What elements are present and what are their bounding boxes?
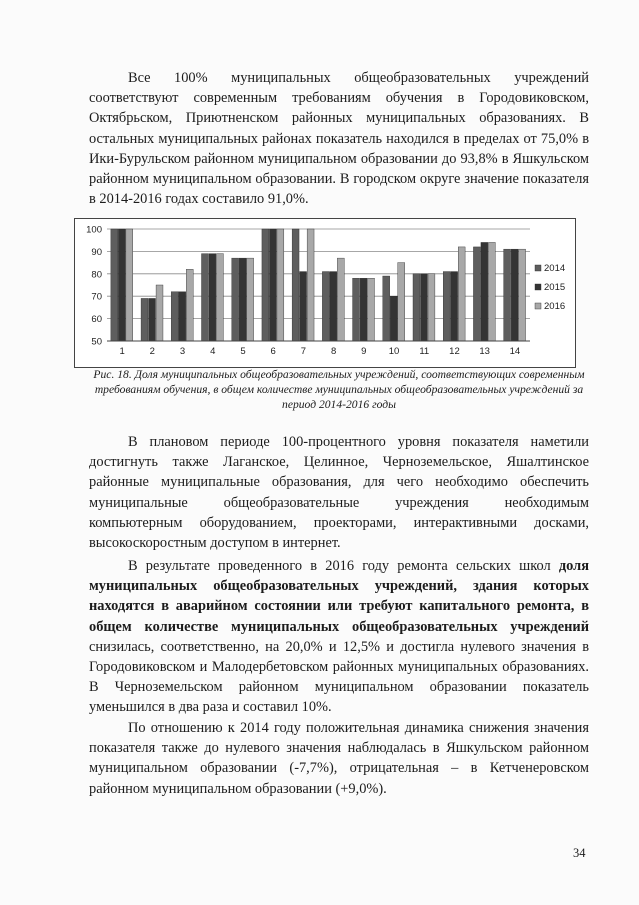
- y-tick-label: 90: [91, 246, 102, 258]
- bar: [126, 229, 133, 341]
- x-tick-label: 10: [388, 346, 400, 357]
- legend-swatch: [535, 265, 541, 271]
- bar: [111, 229, 118, 341]
- x-tick-label: 12: [449, 346, 460, 357]
- bar: [262, 229, 269, 341]
- x-tick-label: 3: [179, 346, 186, 357]
- y-tick-label: 80: [91, 269, 102, 281]
- y-tick-label: 60: [91, 314, 102, 326]
- bar: [277, 229, 284, 341]
- bar: [232, 258, 239, 341]
- bar: [519, 249, 526, 341]
- bar: [488, 242, 495, 341]
- paragraph-1: Все 100% муниципальных общеобразовательных учреждений соответствуют современным требованиям обучения в Городовиковском, Октябрьском, Приютненском районных муниципальных образованиях. В остальных муниципальных районах показатель находился в пределах от 75,0% в Ики-Бурульском районном муниципальном образовании до 93,8% в Яшкульском районном муниципальном образовании. В городском округе значение показателя в 2014-2016 годах составило 91,0%.: [89, 70, 589, 208]
- bar: [428, 274, 435, 341]
- x-tick-label: 13: [479, 346, 490, 357]
- x-tick-label: 4: [210, 346, 216, 357]
- bar: [481, 242, 488, 341]
- x-tick-label: 6: [270, 346, 276, 357]
- paragraph-4: По отношению к 2014 году положительная динамика снижения значения показателя также до нулевого значения наблюдалась в Яшкульском районном муниципальном образовании (-7,7%), отрицательная – в Кетченеровском районном муниципальном образовании (+9,0%).: [89, 720, 589, 797]
- bar: [141, 298, 148, 341]
- bar: [368, 278, 375, 341]
- bar: [292, 229, 299, 341]
- bar: [458, 247, 465, 341]
- bar: [473, 247, 480, 341]
- bar: [511, 249, 518, 341]
- legend-label: 2015: [544, 282, 566, 293]
- x-tick-label: 2: [149, 346, 155, 357]
- bar: [353, 278, 360, 341]
- bar: [451, 272, 458, 341]
- paragraph-3-text-start: В результате проведенного в 2016 году ремонта сельских школ: [128, 558, 559, 574]
- bar: [300, 272, 307, 341]
- x-tick-label: 9: [361, 346, 367, 357]
- bar: [179, 292, 186, 341]
- legend-swatch: [535, 303, 541, 309]
- bar: [118, 229, 125, 341]
- bar: [217, 254, 224, 341]
- bar: [322, 272, 329, 341]
- legend-label: 2014: [544, 263, 566, 274]
- bar: [330, 272, 337, 341]
- bar: [307, 229, 314, 341]
- bar: [443, 272, 450, 341]
- legend-label: 2016: [544, 301, 566, 312]
- bar: [337, 258, 344, 341]
- bar: [247, 258, 254, 341]
- bar: [209, 254, 216, 341]
- paragraph-2: В плановом периоде 100-процентного уровня показателя наметили достигнуть также Лаганское, Целинное, Черноземельское, Яшалтинское районные муниципальные образования, для чего необходимо обеспечить муниципальные общеобразовательные учреждения необходимым компьютерным оборудованием, проекторами, интерактивными досками, высокоскоростным доступом в интернет.: [89, 434, 589, 552]
- y-tick-label: 50: [91, 336, 102, 348]
- bar: [390, 296, 397, 341]
- bar: [269, 229, 276, 341]
- bar: [421, 274, 428, 341]
- x-tick-label: 7: [300, 346, 307, 357]
- x-tick-label: 8: [330, 346, 337, 357]
- bar: [186, 269, 193, 341]
- bar: [383, 276, 390, 341]
- bar: [202, 254, 209, 341]
- legend-swatch: [535, 284, 541, 290]
- bar: [156, 285, 163, 341]
- bar: [171, 292, 178, 341]
- x-tick-label: 11: [419, 346, 430, 357]
- bar: [360, 278, 367, 341]
- bar: [239, 258, 246, 341]
- page-number: 34: [573, 846, 586, 860]
- bar: [149, 298, 156, 341]
- y-tick-label: 70: [91, 291, 102, 303]
- figure-caption: Рис. 18. Доля муниципальных общеобразовательных учреждений, соответствующих современным требованиям обучения, в общем количестве муниципальных общеобразовательных учреждений за период 2014-2016 годы: [93, 368, 585, 411]
- bar-chart: [74, 218, 576, 368]
- paragraph-3-text-end: снизилась, соответственно, на 20,0% и 12,5% и достигла нулевого значения в Городовиковском и Малодербетовском районных муниципальных образованиях. В Черноземельском районном муниципальном образовании показатель уменьшился в два раза и составил 10%.: [89, 638, 589, 716]
- x-tick-label: 1: [119, 346, 125, 357]
- bar: [413, 274, 420, 341]
- paragraph-3: [89, 556, 589, 718]
- bar: [398, 263, 405, 341]
- x-tick-label: 14: [509, 346, 521, 357]
- y-tick-label: 100: [86, 224, 102, 236]
- paragraph-3-bold-indicator: доля муниципальных общеобразовательных учреждений, здания которых находятся в аварийном состоянии или требуют капитального ремонта, в общем количестве муниципальных общеобразовательных учреждений: [89, 558, 589, 635]
- chart-svg: [75, 219, 575, 367]
- x-tick-label: 5: [240, 346, 246, 357]
- bar: [504, 249, 511, 341]
